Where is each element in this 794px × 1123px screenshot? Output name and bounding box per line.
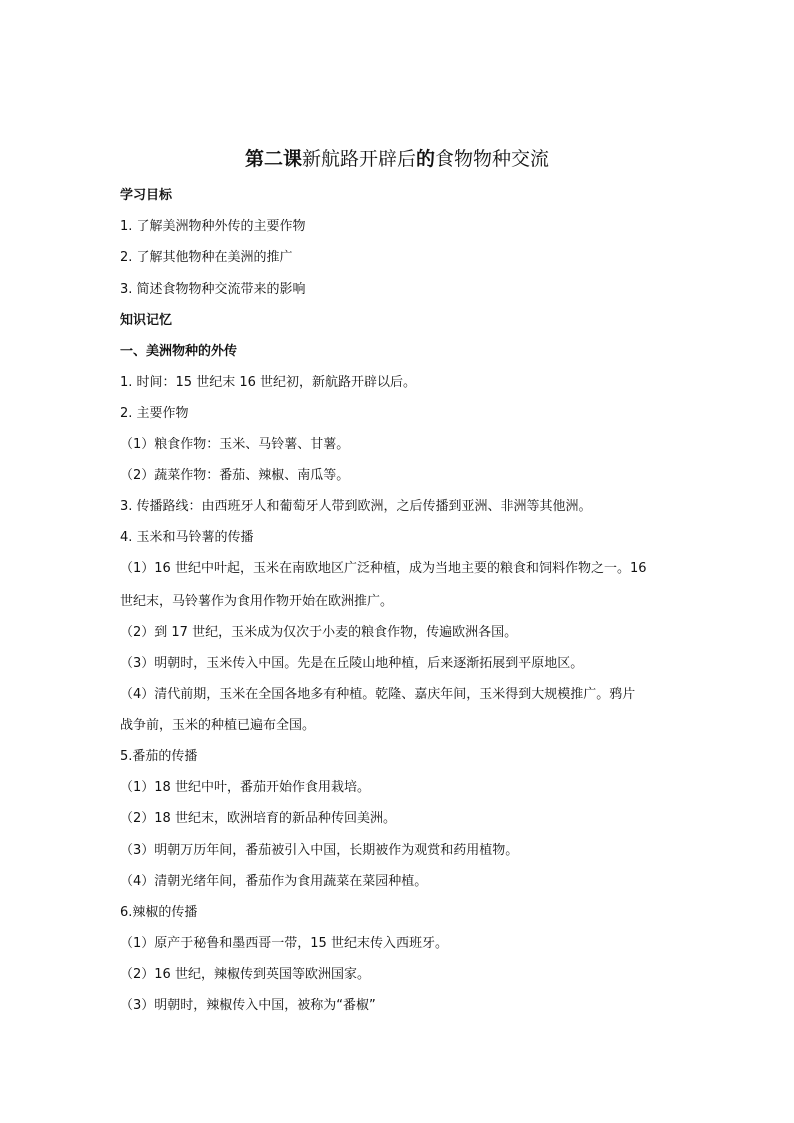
text-line: （1）16 世纪中叶起，玉米在南欧地区广泛种植，成为当地主要的粮食和饲料作物之一。16 (120, 561, 647, 576)
text-line: 战争前，玉米的种植已遍布全国。 (120, 718, 316, 733)
section-heading-americas: 一、美洲物种的外传 (120, 344, 238, 359)
text-line: 5.番茄的传播 (120, 749, 198, 764)
text-line: 世纪末，马铃薯作为食用作物开始在欧洲推广。 (120, 594, 394, 609)
text-line: （4）清朝光绪年间，番茄作为食用蔬菜在菜园种植。 (120, 874, 428, 889)
text-line: 1. 时间：15 世纪末 16 世纪初，新航路开辟以后。 (120, 375, 417, 390)
text-line: （2）蔬菜作物：番茄、辣椒、南瓜等。 (120, 468, 350, 483)
text-line: 2. 主要作物 (120, 406, 189, 421)
text-line: （2）16 世纪，辣椒传到英国等欧洲国家。 (120, 967, 370, 982)
text-line: （4）清代前期，玉米在全国各地多有种植。乾隆、嘉庆年间，玉米得到大规模推广。鸦片 (120, 687, 636, 702)
title-topic: 新航路开辟后 (301, 148, 416, 170)
goal-item-1: 1. 了解美洲物种外传的主要作物 (120, 219, 306, 234)
text-line: （1）粮食作物：玉米、马铃薯、甘薯。 (120, 437, 350, 452)
text-line: （3）明朝万历年间，番茄被引入中国，长期被作为观赏和药用植物。 (120, 843, 519, 858)
text-line: （2）到 17 世纪，玉米成为仅次于小麦的粮食作物，传遍欧洲各国。 (120, 625, 518, 640)
text-line: 3. 传播路线：由西班牙人和葡萄牙人带到欧洲，之后传播到亚洲、非洲等其他洲。 (120, 499, 592, 514)
heading-knowledge: 知识记忆 (120, 313, 173, 328)
page-title (0, 146, 794, 172)
goal-item-3: 3. 简述食物物种交流带来的影响 (120, 282, 306, 297)
text-line: 4. 玉米和马铃薯的传播 (120, 530, 254, 545)
title-subject: 食物物种交流 (435, 148, 550, 170)
text-line: （2）18 世纪末，欧洲培育的新品种传回美洲。 (120, 811, 396, 826)
title-lesson: 第二课 (244, 148, 302, 170)
text-line: （3）明朝时，玉米传入中国。先是在丘陵山地种植，后来逐渐拓展到平原地区。 (120, 656, 584, 671)
heading-learning-goals: 学习目标 (120, 188, 173, 203)
goal-item-2: 2. 了解其他物种在美洲的推广 (120, 250, 293, 265)
text-line: 6.辣椒的传播 (120, 905, 198, 920)
text-line: （3）明朝时，辣椒传入中国，被称为“番椒” (120, 998, 376, 1013)
title-particle: 的 (416, 148, 436, 170)
text-line: （1）原产于秘鲁和墨西哥一带，15 世纪末传入西班牙。 (120, 936, 448, 951)
text-line: （1）18 世纪中叶，番茄开始作食用栽培。 (120, 780, 370, 795)
